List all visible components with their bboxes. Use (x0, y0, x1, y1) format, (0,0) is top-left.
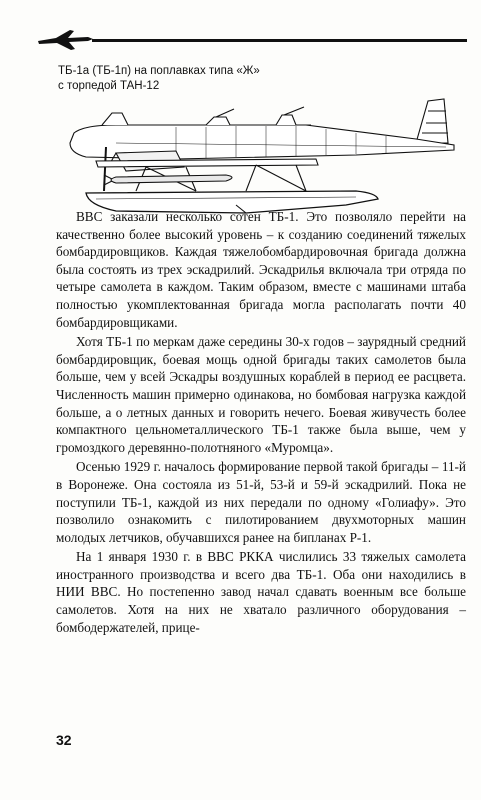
paragraph: Хотя ТБ-1 по меркам даже середины 30-х годов – заурядный средний бомбардировщик, боевая мощь одной бригады таких самолетов была больше, чем у всей Эскадры воздушных кораблей в период ее расцвета. Численность машин примерно одинакова, но бомбовая нагрузка каждой больше, а о летных данных и говорить нечего. Боевая живучесть более компактного цельнометаллического ТБ-1 также была выше, чем у громоздкого деревянно-полотняного «Муромца». (56, 334, 466, 455)
caption-line-1: ТБ-1а (ТБ-1п) на поплавках типа «Ж» (58, 65, 260, 77)
paragraph: ВВС заказали несколько сотен ТБ-1. Это позволяло перейти на качественно более высокий уровень – к созданию соединений тяжелых бомбардировщиков. Каждая тяжелобомбардировочная бригада должна была состоять из трех эскадрилий. Эскадрилья включала три отряда по четыре самолета в каждом. Таким образом, вместе с машинами штаба полностью укомплектованная бригада могла располагать почти 40 бомбардировщиками. (56, 209, 466, 330)
caption-line-2: с торпедой ТАН-12 (58, 80, 160, 92)
paragraph: На 1 января 1930 г. в ВВС РККА числились 33 тяжелых самолета иностранного производства и всего два ТБ-1. Оба они находились в НИИ ВВС. Но постепенно завод начал сдавать военным все больше самолетов. Хотя на них не хватало различного оборудования – бомбодержателей, прице- (56, 549, 466, 635)
header-plane-icon (36, 26, 94, 52)
tb1-floatplane-illustration (56, 95, 466, 225)
figure-caption (58, 64, 260, 94)
paragraph: Осенью 1929 г. началось формирование первой такой бригады – 11-й в Воронеже. Она состояла из 51-й, 53-й и 59-й эскадрилий. Пока не поступили ТБ-1, каждой из них передали по одному «Голиафу». Это позволило ознакомить с пилотированием двухмоторных машин молодых летчиков, обучавшихся ранее на бипланах Р-1. (56, 459, 466, 545)
page-number: 32 (56, 732, 72, 748)
body-text (56, 208, 466, 638)
header-rule (92, 39, 467, 42)
